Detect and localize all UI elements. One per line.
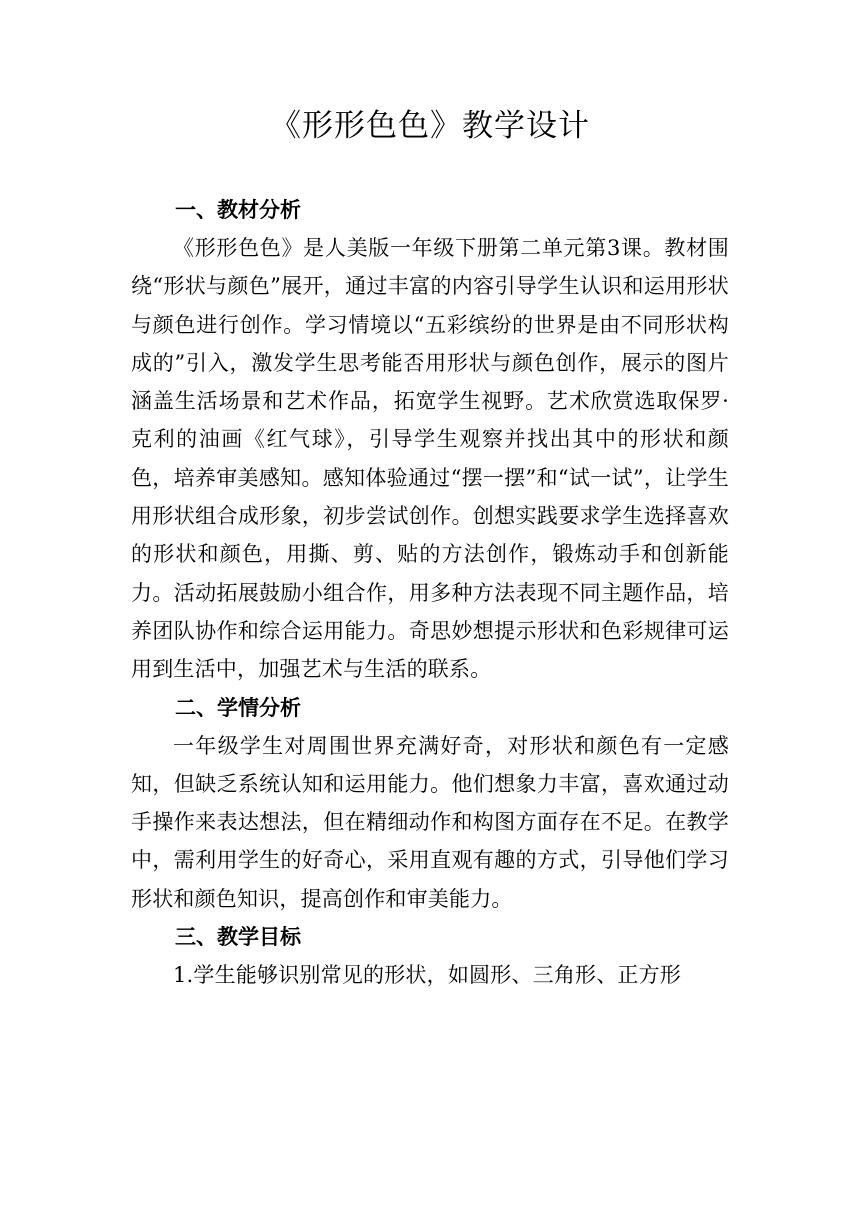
section-teaching-objectives: [131, 918, 729, 994]
section-heading: 二、学情分析: [175, 695, 301, 720]
section-textbook-analysis: [131, 191, 729, 689]
section-student-analysis: [131, 689, 729, 918]
section-heading: 三、教学目标: [175, 925, 301, 950]
section-paragraph: 《形形色色》是人美版一年级下册第二单元第3课。教材围绕“形状与颜色”展开，通过丰富的内容引导学生认识和运用形状与颜色进行创作。学习情境以“五彩缤纷的世界是由不同形状构成的”引入，激发学生思考能否用形状与颜色创作，展示的图片涵盖生活场景和艺术作品，拓宽学生视野。艺术欣赏选取保罗·克利的油画《红气球》，引导学生观察并找出其中的形状和颜色，培养审美感知。感知体验通过“摆一摆”和“试一试”，让学生用形状组合成形象，初步尝试创作。创想实践要求学生选择喜欢的形状和颜色，用撕、剪、贴的方法创作，锻炼动手和创新能力。活动拓展鼓励小组合作，用多种方法表现不同主题作品，培养团队协作和综合运用能力。奇思妙想提示形状和色彩规律可运用到生活中，加强艺术与生活的联系。: [131, 236, 729, 682]
document-title: 《形形色色》教学设计: [270, 108, 590, 144]
section-paragraph: 一年级学生对周围世界充满好奇，对形状和颜色有一定感知，但缺乏系统认知和运用能力。他们想象力丰富，喜欢通过动手操作来表达想法，但在精细动作和构图方面存在不足。在教学中，需利用学生的好奇心，采用直观有趣的方式，引导他们学习形状和颜色知识，提高创作和审美能力。: [131, 733, 729, 911]
section-heading: 一、教材分析: [175, 198, 301, 222]
document-body: [131, 191, 729, 994]
section-paragraph: 1.学生能够识别常见的形状，如圆形、三角形、正方形: [173, 963, 682, 988]
